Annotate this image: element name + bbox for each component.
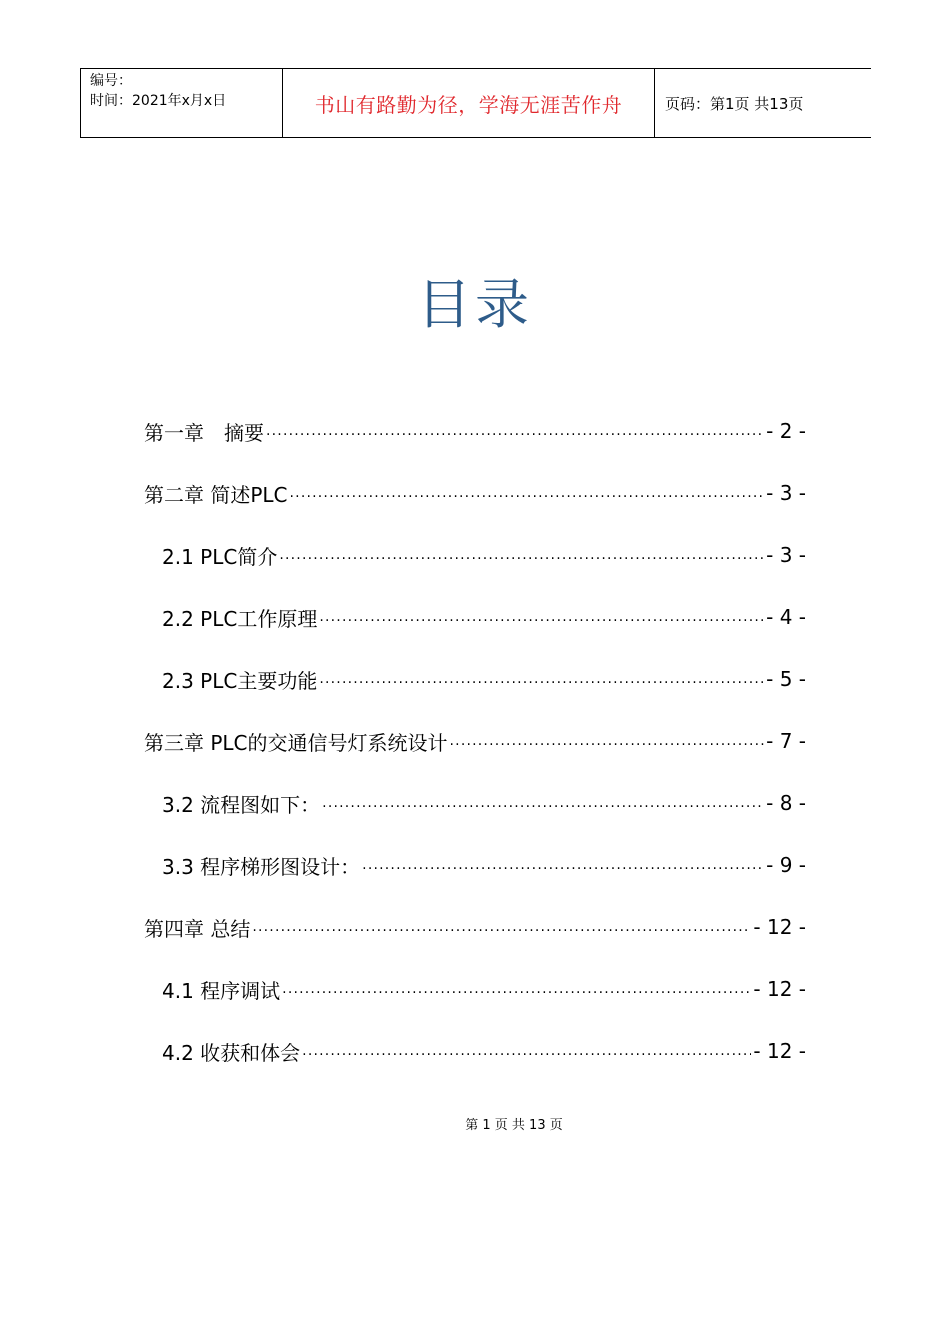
toc-label: 4.2 收获和体会 xyxy=(162,1040,301,1065)
toc-entry-4-1[interactable] xyxy=(144,958,806,1020)
time-label: 时间：2021年x月x日 xyxy=(90,93,227,109)
toc-label: 第四章 总结 xyxy=(144,916,251,941)
toc-label: 3.2 流程图如下： xyxy=(162,792,321,817)
toc-leader-dots xyxy=(319,669,764,689)
toc-label: 3.3 程序梯形图设计： xyxy=(162,854,361,879)
number-label: 编号： xyxy=(90,73,132,89)
toc-page-number: - 4 - xyxy=(766,605,806,629)
toc-label: 4.1 程序调试 xyxy=(162,978,281,1003)
toc-page-number: - 3 - xyxy=(766,543,806,567)
toc-label: 第三章 PLC的交通信号灯系统设计 xyxy=(144,730,448,755)
toc-label: 2.2 PLC工作原理 xyxy=(162,606,318,631)
page-title: 目录 xyxy=(417,273,533,336)
toc-leader-dots xyxy=(322,793,764,813)
page-footer: 第 1 页 共 13 页 xyxy=(465,1118,563,1133)
toc-leader-dots xyxy=(279,545,764,565)
toc-page-number: - 12 - xyxy=(753,977,806,1001)
toc-page-number: - 7 - xyxy=(766,729,806,753)
motto-text: 书山有路勤为径，学海无涯苦作舟 xyxy=(314,92,623,117)
toc-leader-dots xyxy=(450,731,765,751)
toc-page-number: - 5 - xyxy=(766,667,806,691)
toc-entry-ch1[interactable] xyxy=(144,400,806,462)
header-motto-cell xyxy=(283,69,655,137)
toc-page-number: - 8 - xyxy=(766,791,806,815)
page-info: 页码：第1页 共13页 xyxy=(665,94,804,113)
toc-entry-2-2[interactable] xyxy=(144,586,806,648)
toc-leader-dots xyxy=(252,917,751,937)
toc-leader-dots xyxy=(302,1041,751,1061)
header-meta-cell xyxy=(81,69,283,137)
toc-entry-2-1[interactable] xyxy=(144,524,806,586)
header-page-cell xyxy=(655,69,871,137)
toc-entry-4-2[interactable] xyxy=(144,1020,806,1082)
toc-leader-dots xyxy=(282,979,751,999)
header-table xyxy=(80,68,871,138)
toc-label: 2.3 PLC主要功能 xyxy=(162,668,318,693)
toc-entry-ch4[interactable] xyxy=(144,896,806,958)
toc-leader-dots xyxy=(266,421,764,441)
toc-entry-ch3[interactable] xyxy=(144,710,806,772)
toc-page-number: - 2 - xyxy=(766,419,806,443)
toc-page-number: - 12 - xyxy=(753,1039,806,1063)
toc-entry-ch2[interactable] xyxy=(144,462,806,524)
toc-leader-dots xyxy=(362,855,764,875)
table-of-contents xyxy=(144,400,806,1082)
toc-page-number: - 9 - xyxy=(766,853,806,877)
toc-label: 2.1 PLC简介 xyxy=(162,544,278,569)
toc-entry-3-3[interactable] xyxy=(144,834,806,896)
toc-entry-2-3[interactable] xyxy=(144,648,806,710)
toc-leader-dots xyxy=(319,607,764,627)
toc-entry-3-2[interactable] xyxy=(144,772,806,834)
toc-label: 第二章 简述PLC xyxy=(144,482,288,507)
toc-label: 第一章 摘要 xyxy=(144,420,264,445)
toc-leader-dots xyxy=(290,483,765,503)
toc-page-number: - 3 - xyxy=(766,481,806,505)
toc-page-number: - 12 - xyxy=(753,915,806,939)
